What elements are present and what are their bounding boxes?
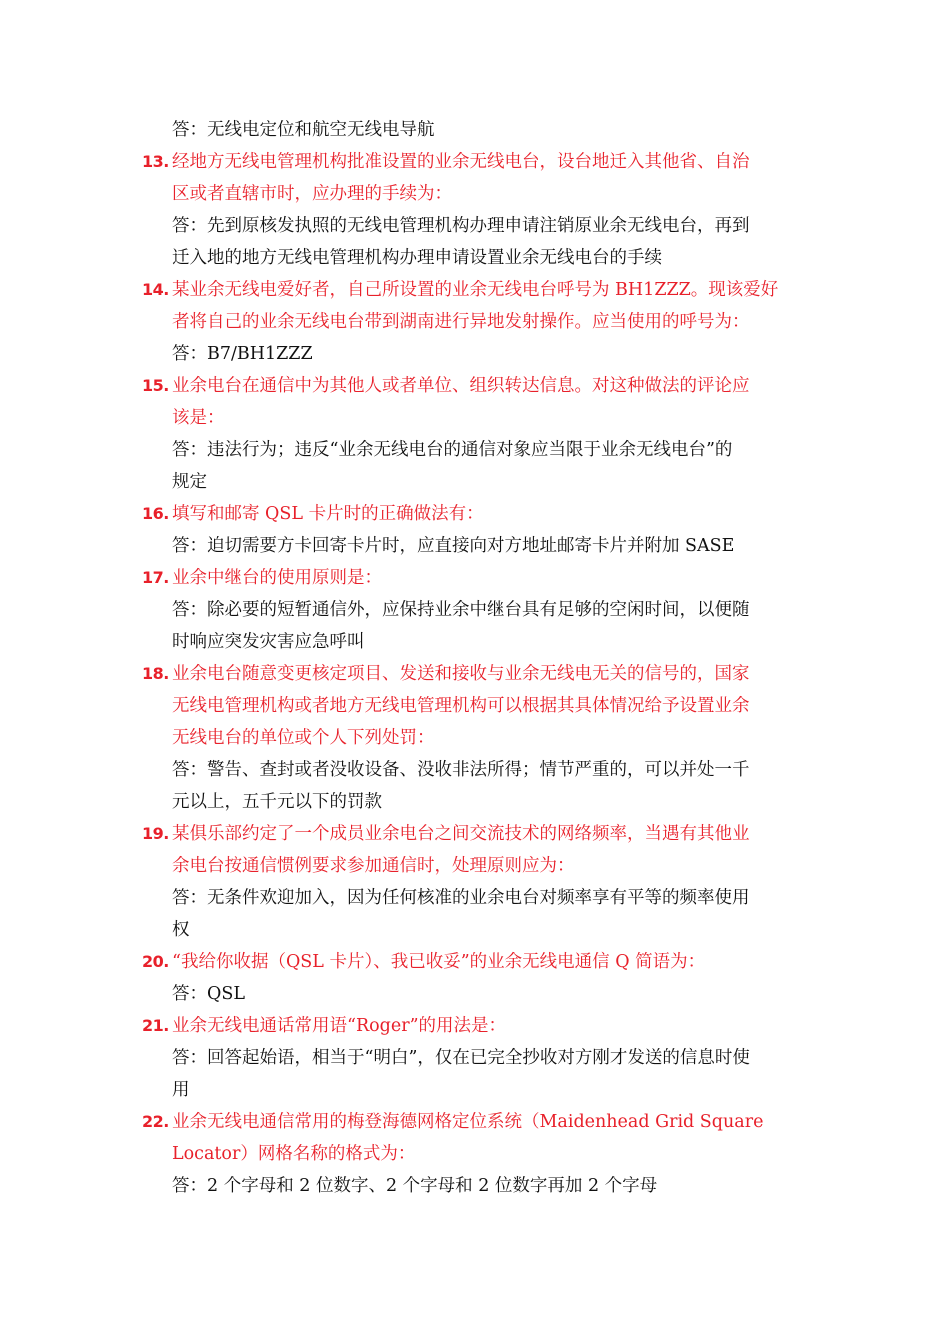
question-line: 该是： <box>172 408 225 428</box>
question-line <box>142 946 806 978</box>
answer-line: 答：无条件欢迎加入，因为任何核准的业余电台对频率享有平等的频率使用 <box>172 888 750 908</box>
answer-line: 答：迫切需要方卡回寄卡片时，应直接向对方地址邮寄卡片并附加 SASE <box>172 536 735 556</box>
question-number: 15. <box>142 376 169 395</box>
question-line: 无线电台的单位或个人下列处罚： <box>172 728 435 748</box>
question-line <box>142 498 806 530</box>
answer-line: 时响应突发灾害应急呼叫 <box>172 632 365 652</box>
answer-line: 答：无线电定位和航空无线电导航 <box>172 120 435 140</box>
question-number: 17. <box>142 568 169 587</box>
question-number: 19. <box>142 824 169 843</box>
answer-line: 答：回答起始语，相当于“明白”，仅在已完全抄收对方刚才发送的信息时使 <box>172 1048 750 1068</box>
qa-list <box>142 114 806 1202</box>
question-line: 余电台按通信惯例要求参加通信时，处理原则应为： <box>172 856 575 876</box>
question-text: 业余无线电通话常用语“Roger”的用法是： <box>172 1016 507 1036</box>
question-text: 某业余无线电爱好者，自己所设置的业余无线电台呼号为 BH1ZZZ。现该爱好 <box>172 280 779 300</box>
answer-line: 规定 <box>172 472 207 492</box>
answer-line: 答：警告、查封或者没收设备、没收非法所得；情节严重的，可以并处一千 <box>172 760 750 780</box>
question-number: 22. <box>142 1112 169 1131</box>
question-line <box>142 1010 806 1042</box>
question-text: 业余中继台的使用原则是： <box>172 568 382 588</box>
answer-line: 用 <box>172 1080 190 1100</box>
question-line <box>142 370 806 402</box>
question-text: 某俱乐部约定了一个成员业余电台之间交流技术的网络频率，当遇有其他业 <box>172 824 750 844</box>
question-line: Locator）网格名称的格式为： <box>172 1144 416 1164</box>
question-line: 者将自己的业余无线电台带到湖南进行异地发射操作。应当使用的呼号为： <box>172 312 750 332</box>
question-text: 业余电台在通信中为其他人或者单位、组织转达信息。对这种做法的评论应 <box>172 376 750 396</box>
question-text: 业余无线电通信常用的梅登海德网格定位系统（Maidenhead Grid Square <box>172 1112 764 1132</box>
question-number: 14. <box>142 280 169 299</box>
question-number: 21. <box>142 1016 169 1035</box>
answer-line: 答：先到原核发执照的无线电管理机构办理申请注销原业余无线电台，再到 <box>172 216 750 236</box>
question-number: 20. <box>142 952 169 971</box>
question-line <box>142 274 806 306</box>
question-line <box>142 562 806 594</box>
question-line <box>142 1106 806 1138</box>
answer-line: 元以上，五千元以下的罚款 <box>172 792 382 812</box>
answer-line: 权 <box>172 920 190 940</box>
question-line: 区或者直辖市时，应办理的手续为： <box>172 184 452 204</box>
answer-line: 迁入地的地方无线电管理机构办理申请设置业余无线电台的手续 <box>172 248 662 268</box>
question-line: 无线电管理机构或者地方无线电管理机构可以根据其具体情况给予设置业余 <box>172 696 750 716</box>
question-number: 18. <box>142 664 169 683</box>
question-text: “我给你收据（QSL 卡片）、我已收妥”的业余无线电通信 Q 简语为： <box>172 952 706 972</box>
question-number: 16. <box>142 504 169 523</box>
answer-line: 答：QSL <box>172 984 245 1004</box>
question-text: 填写和邮寄 QSL 卡片时的正确做法有： <box>172 504 484 524</box>
answer-line: 答：除必要的短暂通信外，应保持业余中继台具有足够的空闲时间，以便随 <box>172 600 750 620</box>
question-text: 经地方无线电管理机构批准设置的业余无线电台，设台地迁入其他省、自治 <box>172 152 750 172</box>
question-text: 业余电台随意变更核定项目、发送和接收与业余无线电无关的信号的，国家 <box>172 664 750 684</box>
question-line <box>142 818 806 850</box>
answer-line: 答：B7/BH1ZZZ <box>172 344 313 364</box>
question-number: 13. <box>142 152 169 171</box>
answer-line: 答：违法行为；违反“业余无线电台的通信对象应当限于业余无线电台”的 <box>172 440 733 460</box>
answer-line: 答：2 个字母和 2 位数字、2 个字母和 2 位数字再加 2 个字母 <box>172 1176 658 1196</box>
question-line <box>142 658 806 690</box>
question-line <box>142 146 806 178</box>
